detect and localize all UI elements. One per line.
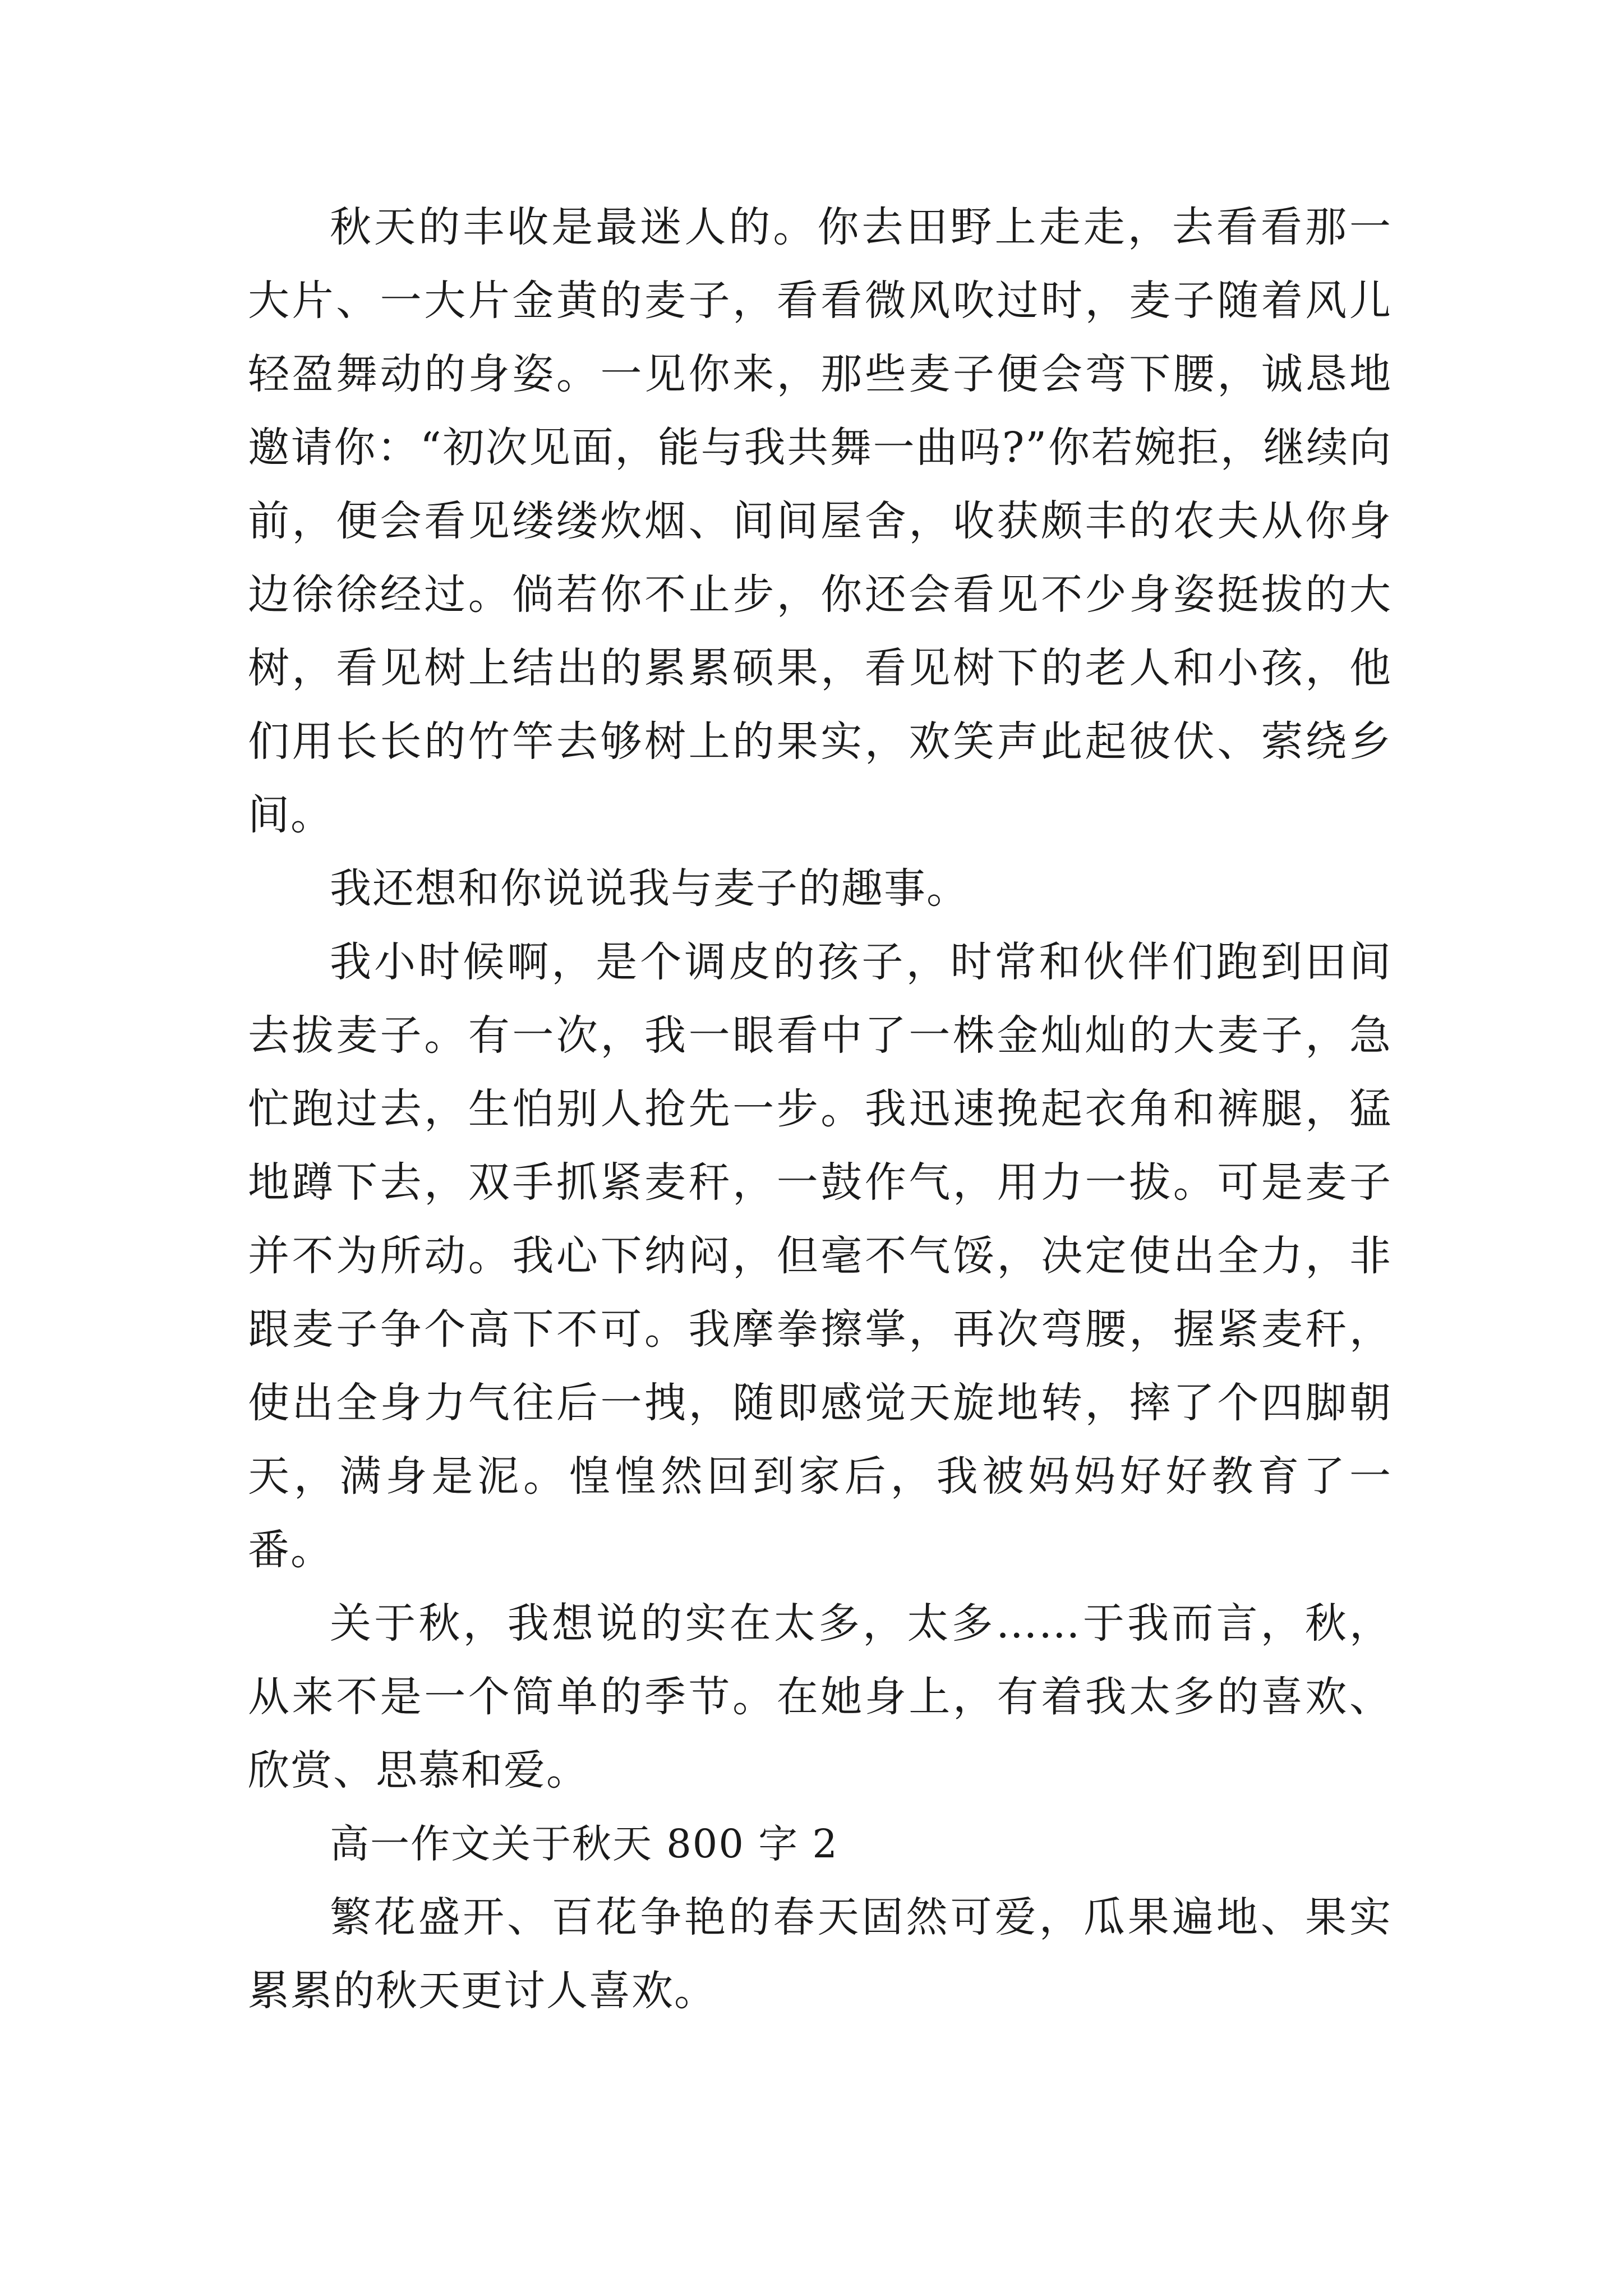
paragraph-wheat-story-intro: 我还想和你说说我与麦子的趣事。 (330, 864, 969, 913)
paragraph-about-autumn: 关于秋，我想说的实在太多，太多……于我而言，秋，从来不是一个简单的季节。在她身上，有着我太多的喜欢、欣赏、思慕和爱。 (248, 1599, 1392, 1795)
paragraph-spring-autumn: 繁花盛开、百花争艳的春天固然可爱，瓜果遍地、果实累累的秋天更讨人喜欢。 (248, 1893, 1392, 2015)
paragraph-childhood-wheat: 我小时候啊，是个调皮的孩子，时常和伙伴们跑到田间去拔麦子。有一次，我一眼看中了一株金灿灿的大麦子，急忙跑过去，生怕别人抢先一步。我迅速挽起衣角和裤腿，猛地蹲下去，双手抓紧麦秆，一鼓作气，用力一拔。可是麦子并不为所动。我心下纳闷，但毫不气馁，决定使出全力，非跟麦子争个高下不可。我摩拳擦掌，再次弯腰，握紧麦秆，使出全身力气往后一拽，随即感觉天旋地转，摔了个四脚朝天，满身是泥。惶惶然回到家后，我被妈妈好好教育了一番。 (248, 938, 1392, 1574)
section-heading: 高一作文关于秋天 800 字 2 (330, 1821, 838, 1867)
essay-body (248, 191, 1392, 2028)
paragraph-autumn-harvest: 秋天的丰收是最迷人的。你去田野上走走，去看看那一大片、一大片金黄的麦子，看看微风吹过时，麦子随着风儿轻盈舞动的身姿。一见你来，那些麦子便会弯下腰，诚恳地邀请你：“初次见面，能与我共舞一曲吗?”你若婉拒，继续向前，便会看见缕缕炊烟、间间屋舍，收获颇丰的农夫从你身边徐徐经过。倘若你不止步，你还会看见不少身姿挺拔的大树，看见树上结出的累累硕果，看见树下的老人和小孩，他们用长长的竹竿去够树上的果实，欢笑声此起彼伏、萦绕乡间。 (248, 203, 1392, 839)
